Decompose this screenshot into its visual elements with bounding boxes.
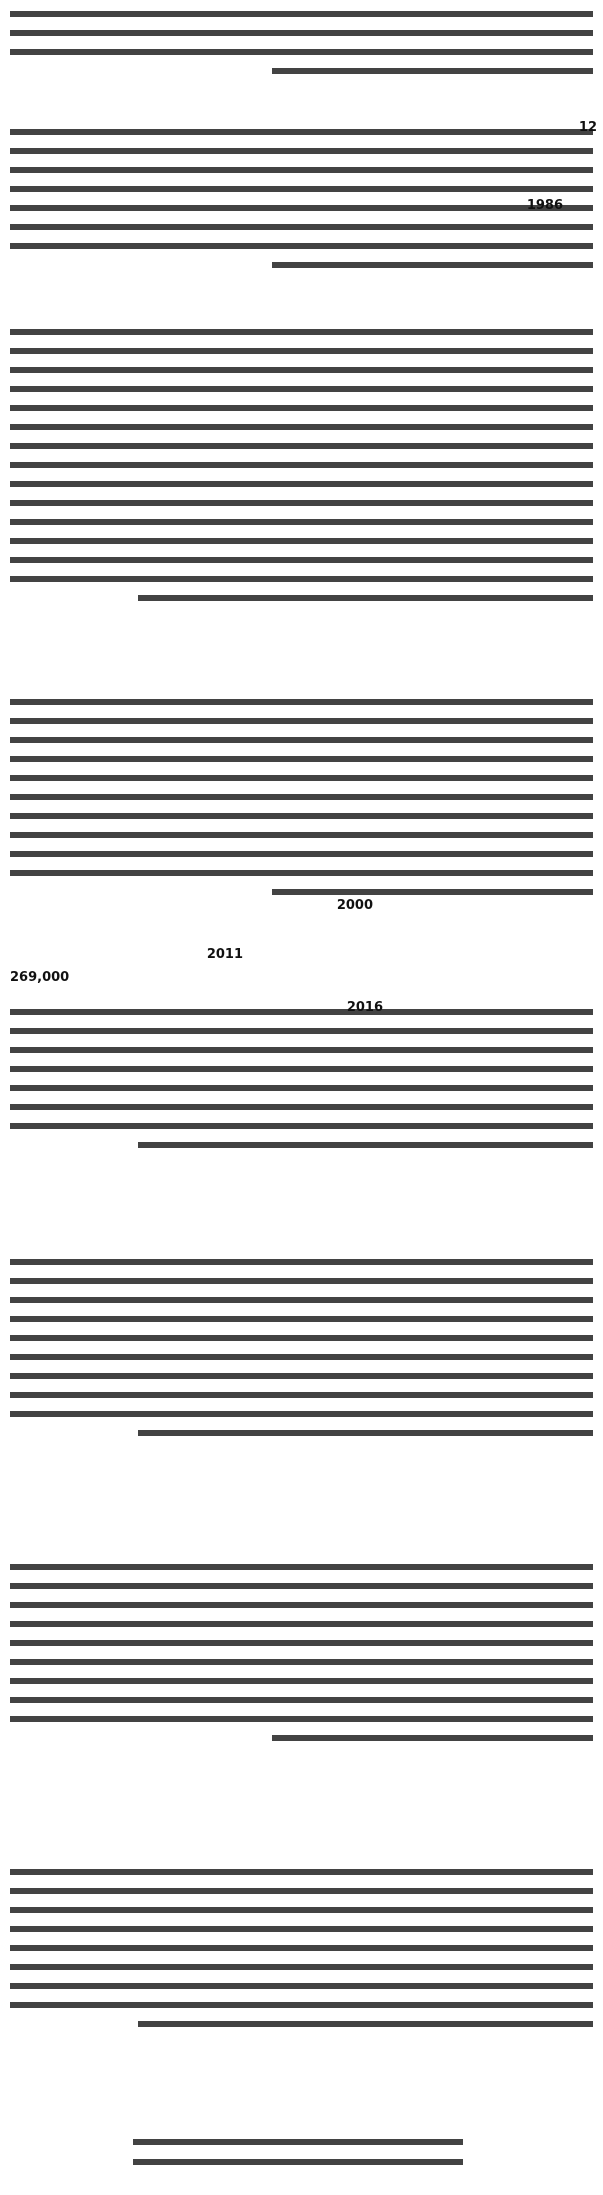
text-line	[10, 386, 593, 392]
text-line	[10, 1697, 593, 1703]
text-line	[10, 557, 593, 563]
paragraph-6	[10, 1250, 593, 1436]
text-line	[10, 813, 593, 819]
text-line	[138, 595, 593, 601]
text-line	[10, 1964, 593, 1970]
number-2016: 2016	[346, 1000, 383, 1015]
text-line	[10, 1123, 593, 1129]
text-line	[10, 500, 593, 506]
text-line	[10, 832, 593, 838]
text-line	[10, 737, 593, 743]
text-line	[10, 462, 593, 468]
number-1986: 1986	[526, 198, 563, 213]
text-line	[10, 1583, 593, 1589]
text-line	[10, 1335, 593, 1341]
text-line	[10, 424, 593, 430]
text-line	[10, 1278, 593, 1284]
text-line	[10, 405, 593, 411]
text-line	[10, 1602, 593, 1608]
text-line	[10, 775, 593, 781]
paragraph-3	[10, 320, 593, 601]
text-line	[10, 1392, 593, 1398]
verse-line	[133, 2139, 463, 2145]
number-2000: 2000	[336, 898, 373, 913]
text-line	[10, 348, 593, 354]
text-line	[10, 1926, 593, 1932]
text-line	[272, 262, 593, 268]
text-line	[10, 329, 593, 335]
number-2011: 2011	[206, 947, 243, 962]
text-line	[10, 243, 593, 249]
number-12: 12	[578, 120, 597, 135]
text-line	[272, 1735, 593, 1741]
text-line	[10, 49, 593, 55]
paragraph-4	[10, 690, 593, 895]
closing-verse	[133, 2125, 463, 2165]
text-line	[10, 148, 593, 154]
verse-line	[133, 2159, 463, 2165]
text-line	[138, 1142, 593, 1148]
text-line	[10, 1888, 593, 1894]
text-line	[272, 68, 593, 74]
text-line	[10, 851, 593, 857]
text-line	[10, 756, 593, 762]
text-line	[10, 186, 593, 192]
paragraph-2	[10, 120, 593, 268]
text-line	[10, 576, 593, 582]
text-line	[10, 870, 593, 876]
text-line	[10, 794, 593, 800]
text-line	[10, 11, 593, 17]
text-line	[10, 1104, 593, 1110]
text-line	[10, 443, 593, 449]
text-line	[10, 1047, 593, 1053]
text-line	[10, 481, 593, 487]
text-line	[10, 1028, 593, 1034]
text-line	[10, 718, 593, 724]
text-line	[10, 1659, 593, 1665]
text-line	[10, 1640, 593, 1646]
text-line	[10, 2002, 593, 2008]
text-line	[10, 1716, 593, 1722]
paragraph-7	[10, 1555, 593, 1741]
text-line	[10, 1907, 593, 1913]
text-line	[10, 519, 593, 525]
text-line	[10, 1066, 593, 1072]
text-line	[10, 1678, 593, 1684]
text-line	[10, 167, 593, 173]
text-line	[10, 1085, 593, 1091]
text-line	[10, 699, 593, 705]
text-line	[138, 1430, 593, 1436]
text-line	[10, 30, 593, 36]
paragraph-5	[10, 1000, 593, 1148]
text-line	[10, 1564, 593, 1570]
text-line	[10, 1259, 593, 1265]
text-line	[10, 1621, 593, 1627]
text-line	[10, 1316, 593, 1322]
text-line	[10, 1983, 593, 1989]
text-line	[10, 538, 593, 544]
text-line	[10, 1354, 593, 1360]
text-line	[10, 1945, 593, 1951]
text-line	[10, 129, 593, 135]
paragraph-8	[10, 1860, 593, 2027]
text-line	[10, 1869, 593, 1875]
text-line	[138, 2021, 593, 2027]
text-line	[272, 889, 593, 895]
text-line	[10, 1009, 593, 1015]
paragraph-1	[10, 2, 593, 74]
text-line	[10, 1411, 593, 1417]
text-line	[10, 224, 593, 230]
text-line	[10, 1373, 593, 1379]
text-line	[10, 205, 593, 211]
number-269000: 269,000	[10, 970, 70, 985]
text-line	[10, 367, 593, 373]
text-line	[10, 1297, 593, 1303]
